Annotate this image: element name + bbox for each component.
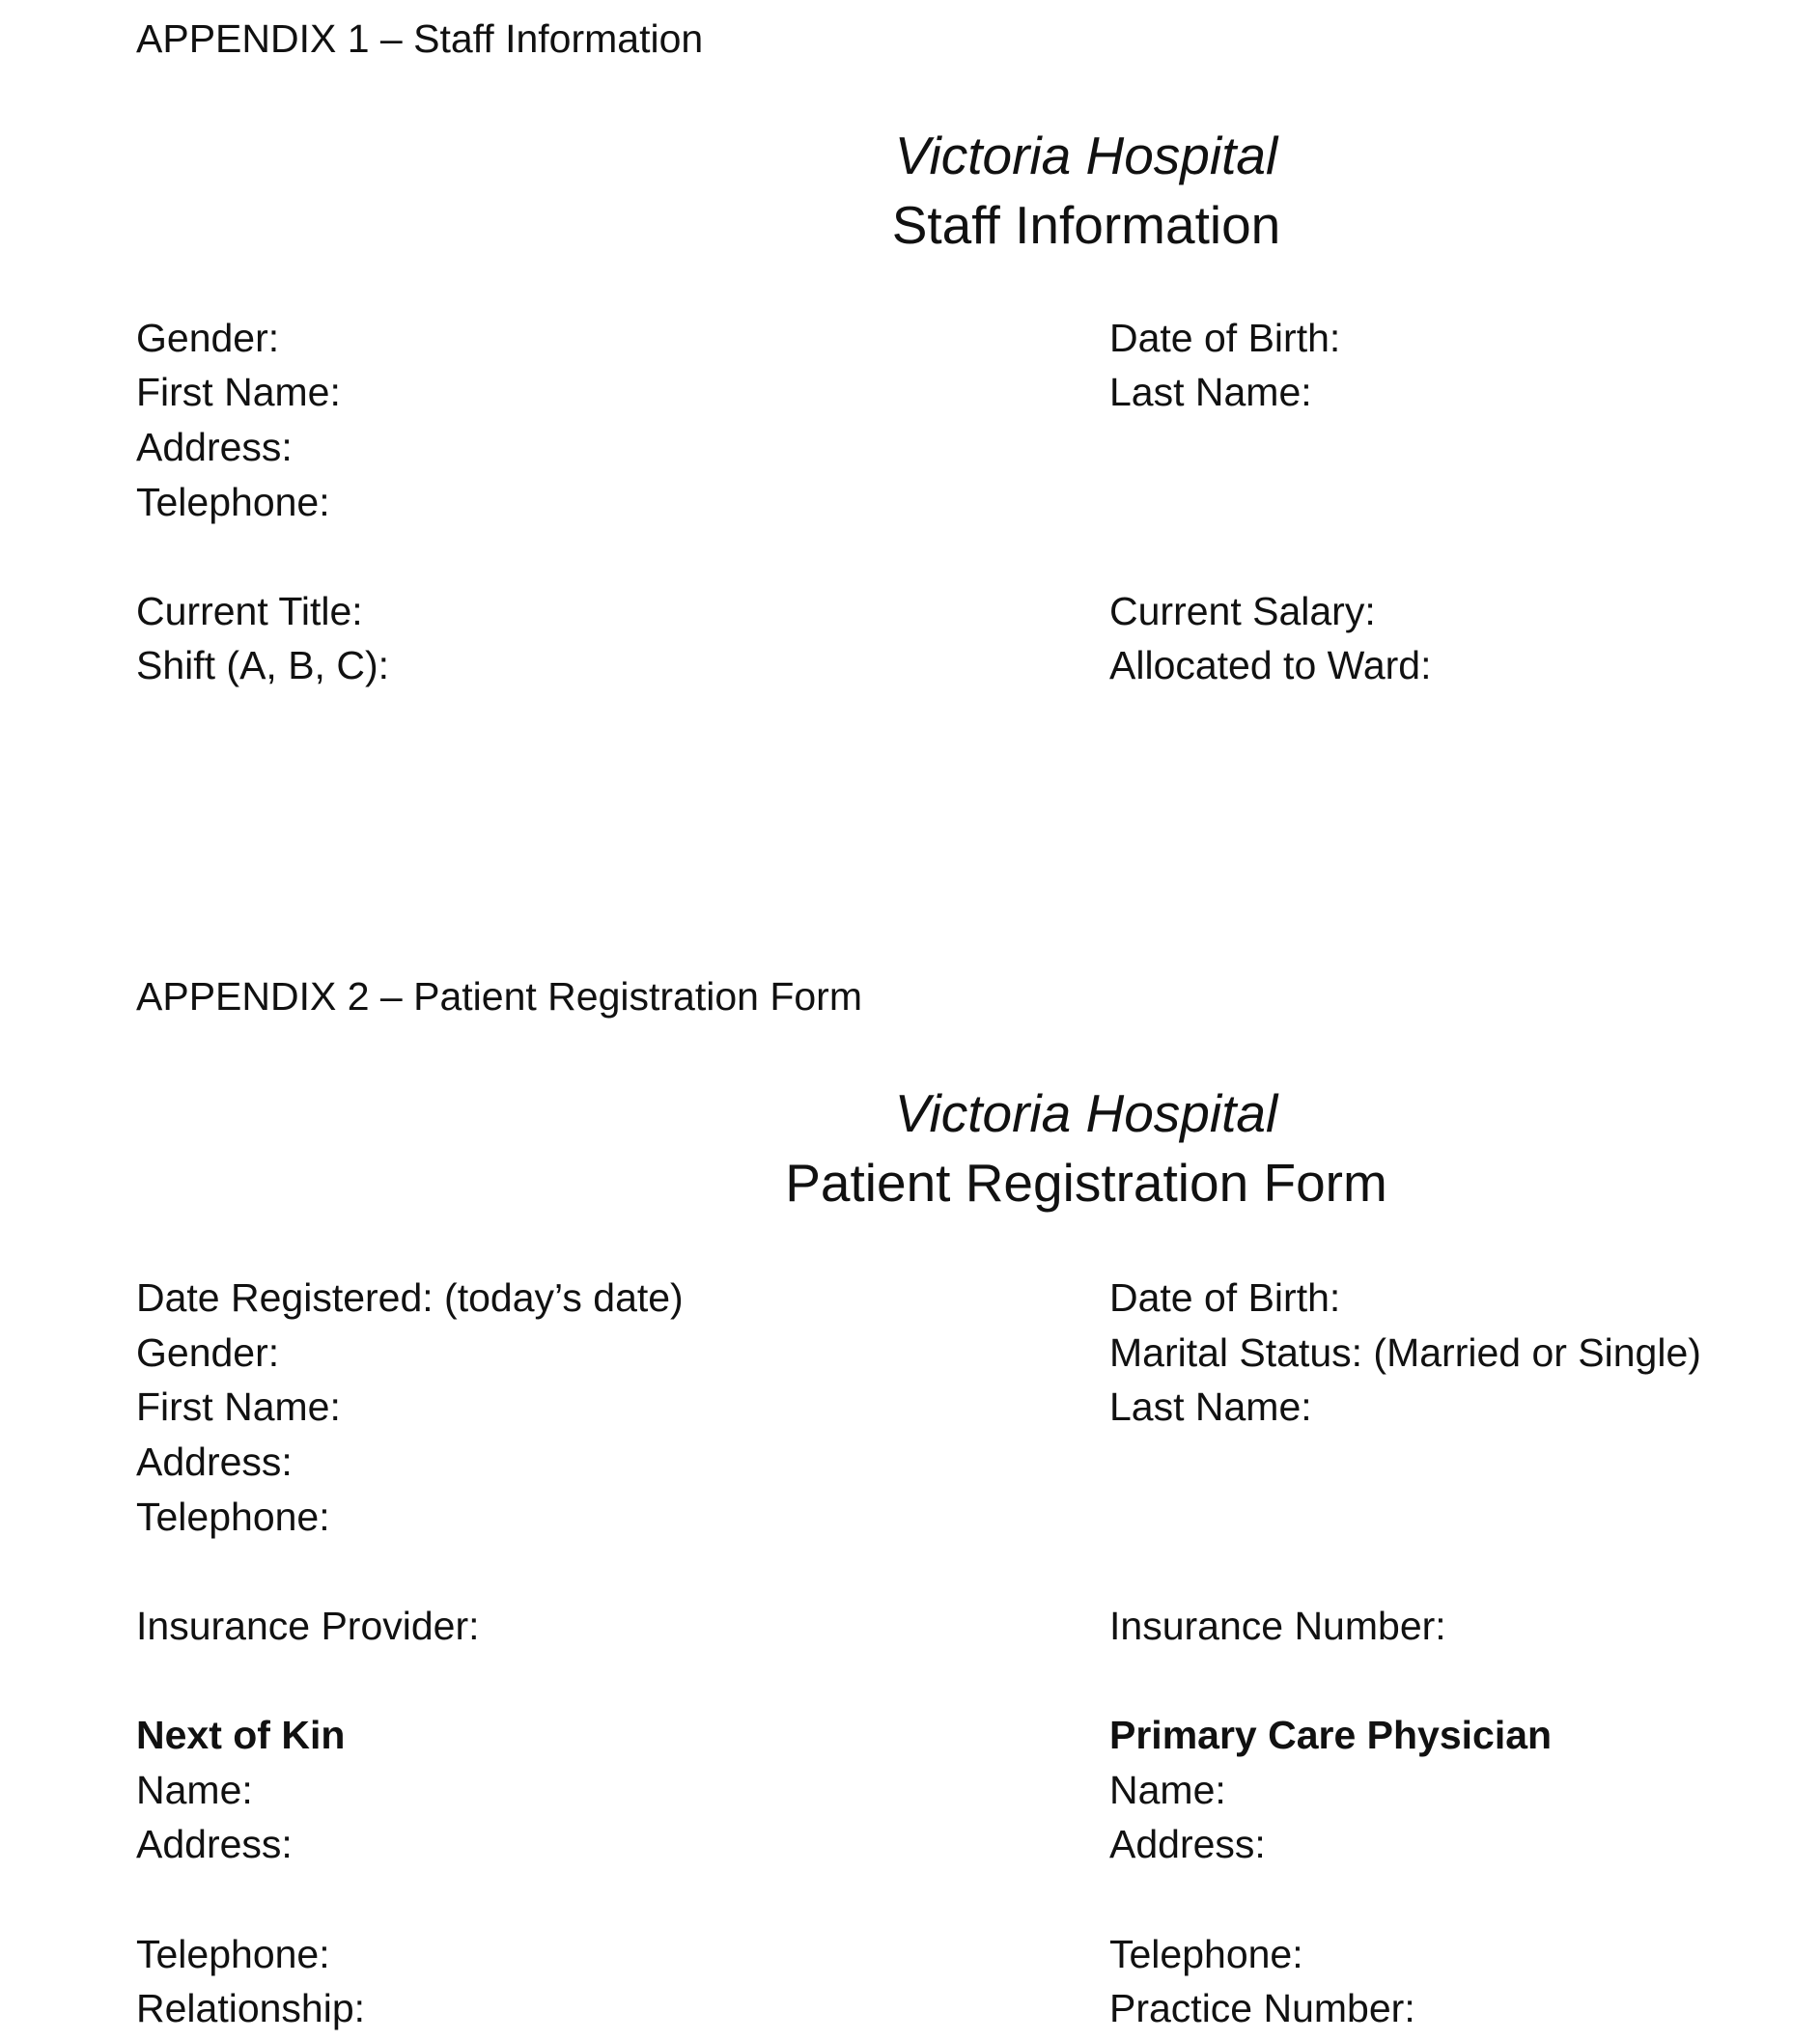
patient-gender-label: Gender:: [136, 1330, 280, 1375]
appendix-2-heading: APPENDIX 2 – Patient Registration Form: [136, 974, 862, 1019]
patient-first-name-label: First Name:: [136, 1384, 341, 1429]
staff-address-label: Address:: [136, 425, 293, 469]
patient-insurance-number-label: Insurance Number:: [1109, 1604, 1446, 1648]
appendix-1-heading: APPENDIX 1 – Staff Information: [136, 16, 704, 61]
staff-current-title-label: Current Title:: [136, 589, 363, 633]
next-of-kin-address-label: Address:: [136, 1822, 293, 1866]
staff-form-title: Staff Information: [891, 195, 1281, 255]
patient-date-registered-label: Date Registered: (today’s date): [136, 1275, 684, 1320]
staff-last-name-label: Last Name:: [1109, 370, 1312, 414]
next-of-kin-relationship-label: Relationship:: [136, 1986, 366, 2030]
patient-address-label: Address:: [136, 1440, 293, 1484]
next-of-kin-heading: Next of Kin: [136, 1713, 346, 1757]
patient-last-name-label: Last Name:: [1109, 1384, 1312, 1429]
physician-heading: Primary Care Physician: [1109, 1713, 1553, 1757]
physician-telephone-label: Telephone:: [1109, 1932, 1303, 1976]
staff-ward-label: Allocated to Ward:: [1109, 643, 1432, 687]
staff-gender-label: Gender:: [136, 316, 280, 360]
staff-form-hospital-name: Victoria Hospital: [894, 126, 1278, 185]
staff-current-salary-label: Current Salary:: [1109, 589, 1376, 633]
physician-practice-number-label: Practice Number:: [1109, 1986, 1415, 2030]
staff-dob-label: Date of Birth:: [1109, 316, 1341, 360]
next-of-kin-telephone-label: Telephone:: [136, 1932, 330, 1976]
patient-dob-label: Date of Birth:: [1109, 1275, 1341, 1320]
patient-marital-status-label: Marital Status: (Married or Single): [1109, 1330, 1701, 1375]
patient-form-hospital-name: Victoria Hospital: [894, 1083, 1278, 1143]
staff-first-name-label: First Name:: [136, 370, 341, 414]
patient-telephone-label: Telephone:: [136, 1495, 330, 1539]
next-of-kin-name-label: Name:: [136, 1768, 253, 1812]
staff-shift-label: Shift (A, B, C):: [136, 643, 389, 687]
physician-name-label: Name:: [1109, 1768, 1226, 1812]
patient-insurance-provider-label: Insurance Provider:: [136, 1604, 480, 1648]
staff-telephone-label: Telephone:: [136, 480, 330, 524]
physician-address-label: Address:: [1109, 1822, 1266, 1866]
patient-form-title: Patient Registration Form: [785, 1153, 1387, 1213]
